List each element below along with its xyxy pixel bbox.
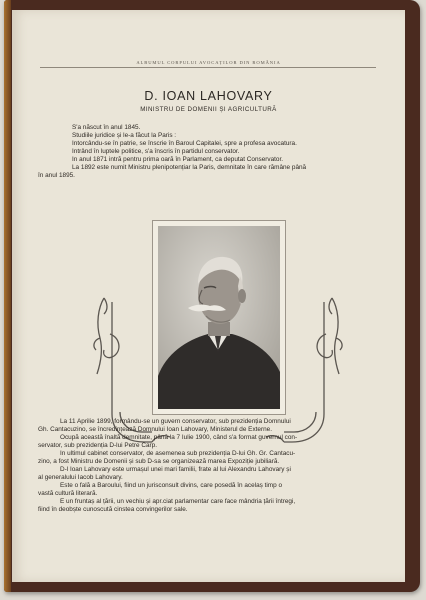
body-line: Ocupă această înaltă demnitate, până la 7 Iulie 1900, când s'a format guvernul con- <box>60 434 298 441</box>
body-line: fiind în deobște cunoscută cinstea convingerilor sale. <box>38 506 188 513</box>
portrait-frame <box>152 220 286 415</box>
body-line: In ultimul cabinet conservator, de asemenea sub prezidenția D-lui Gh. Gr. Cantacu- <box>60 450 296 457</box>
body-line: D-l Ioan Lahovary este urmașul unei mari familii, frate al lui Alexandru Lahovary și <box>60 466 291 473</box>
portrait-photo <box>158 226 280 409</box>
body-line: zino, a fost Ministru de Domenii și sub D-sa se organizează marea Expoziție jubiliară. <box>38 458 280 465</box>
page-subtitle: MINISTRU DE DOMENII ȘI AGRICULTURĂ <box>140 106 277 113</box>
cover-spine-edge <box>4 0 11 592</box>
intro-line: Intorcându-se în patrie, se înscrie în Baroul Capitalei, spre a profesa avocatura. <box>72 140 297 147</box>
intro-line: S'a născut în anul 1845. <box>72 124 141 131</box>
header-rule <box>40 67 376 68</box>
book-page <box>12 10 405 582</box>
body-line: servator, sub prezidenția D-lui Petre Carp. <box>38 442 157 449</box>
body-line: Gh. Cantacuzino, se încredințează Domnului Ioan Lahovary, Ministerul de Externe. <box>38 426 272 433</box>
intro-line: La 1892 este numit Ministru plenipotențiar la Paris, demnitate în care rămâne până <box>72 164 307 171</box>
body-line: vastă cultură literară. <box>38 490 98 497</box>
running-header: ALBUMUL CORPULUI AVOCAȚILOR DIN ROMÂNIA <box>136 60 281 65</box>
intro-line: In anul 1871 intră pentru prima oară în Parlament, ca deputat Conservator. <box>72 156 284 163</box>
intro-line: Studiile juridice și le-a făcut la Paris : <box>72 132 177 139</box>
page-title: D. IOAN LAHOVARY <box>144 89 273 103</box>
body-line: La 11 Aprilie 1899, formându-se un guvern conservator, sub prezidenția Domnului <box>60 418 291 425</box>
body-line: al generalului Iacob Lahovary. <box>38 474 123 481</box>
intro-line: în anul 1895. <box>38 172 75 179</box>
intro-line: Intrând în luptele politice, s'a înscris în partidul conservator. <box>72 148 240 155</box>
body-line: Este o fală a Baroului, fiind un jurisconsult divins, care posedă în acelaș timp o <box>60 482 283 489</box>
body-line: E un fruntaș al țării, un vechiu și apr.ciat parlamentar care face mândria țării întregi, <box>60 498 296 505</box>
